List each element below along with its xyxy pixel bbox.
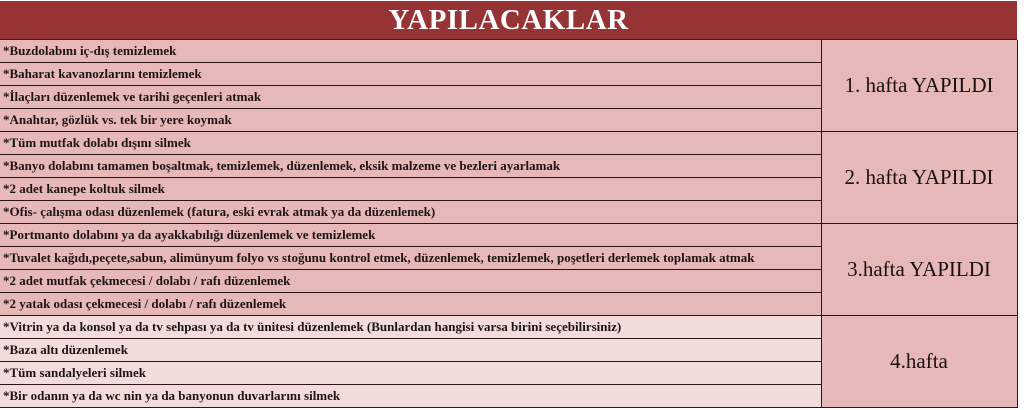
task-cell[interactable]: *Tüm sandalyeleri silmek bbox=[0, 362, 821, 385]
sheet-title: YAPILACAKLAR bbox=[0, 1, 1017, 40]
table-row bbox=[0, 40, 1017, 63]
task-cell[interactable]: *2 yatak odası çekmecesi / dolabı / rafı düzenlemek bbox=[0, 293, 821, 316]
task-cell[interactable]: *Bir odanın ya da wc nin ya da banyonun duvarlarını silmek bbox=[0, 385, 821, 408]
task-cell[interactable]: *Anahtar, gözlük vs. tek bir yere koymak bbox=[0, 109, 821, 132]
table-row bbox=[0, 132, 1017, 155]
task-cell[interactable]: *Vitrin ya da konsol ya da tv sehpası ya da tv ünitesi düzenlemek (Bunlardan hangisi varsa birini seçebilirsiniz) bbox=[0, 316, 821, 339]
task-cell[interactable]: *Baza altı düzenlemek bbox=[0, 339, 821, 362]
task-cell[interactable]: *Buzdolabını iç-dış temizlemek bbox=[0, 40, 821, 63]
task-cell[interactable]: *Tuvalet kağıdı,peçete,sabun, alimünyum folyo vs stoğunu kontrol etmek, düzenlemek, temizlemek, poşetleri derlemek toplamak atmak bbox=[0, 247, 821, 270]
task-cell[interactable]: *İlaçları düzenlemek ve tarihi geçenleri atmak bbox=[0, 86, 821, 109]
task-cell[interactable]: *Tüm mutfak dolabı dışını silmek bbox=[0, 132, 821, 155]
todo-sheet bbox=[0, 1, 1017, 408]
task-cell[interactable]: *2 adet kanepe koltuk silmek bbox=[0, 178, 821, 201]
table-row bbox=[0, 316, 1017, 339]
week-status-cell[interactable]: 4.hafta bbox=[821, 316, 1017, 408]
task-cell[interactable]: *Ofis- çalışma odası düzenlemek (fatura, eski evrak atmak ya da düzenlemek) bbox=[0, 201, 821, 224]
week-status-cell[interactable]: 2. hafta YAPILDI bbox=[821, 132, 1017, 224]
task-cell[interactable]: *Portmanto dolabını ya da ayakkabılığı düzenlemek ve temizlemek bbox=[0, 224, 821, 247]
task-table bbox=[0, 40, 1018, 408]
table-row bbox=[0, 224, 1017, 247]
task-cell[interactable]: *Baharat kavanozlarını temizlemek bbox=[0, 63, 821, 86]
week-status-cell[interactable]: 3.hafta YAPILDI bbox=[821, 224, 1017, 316]
task-cell[interactable]: *Banyo dolabını tamamen boşaltmak, temizlemek, düzenlemek, eksik malzeme ve bezleri ayarlamak bbox=[0, 155, 821, 178]
week-status-cell[interactable]: 1. hafta YAPILDI bbox=[821, 40, 1017, 132]
task-cell[interactable]: *2 adet mutfak çekmecesi / dolabı / rafı düzenlemek bbox=[0, 270, 821, 293]
